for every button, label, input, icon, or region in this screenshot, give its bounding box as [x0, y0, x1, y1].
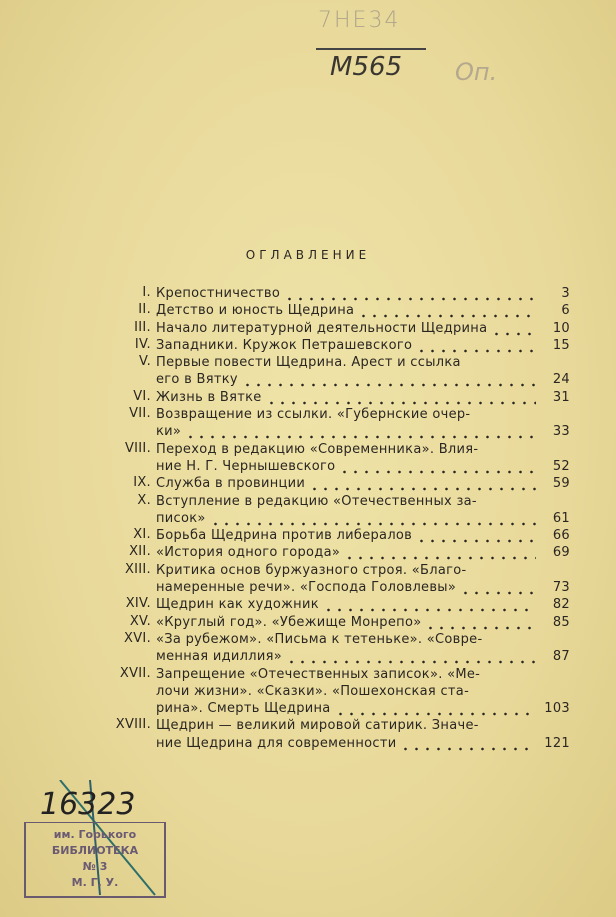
- page-number: 73: [552, 580, 570, 596]
- chapter-number: XI.: [133, 527, 151, 543]
- chapter-title: Крепостничество: [156, 286, 281, 301]
- dot-leader: [460, 579, 536, 596]
- chapter-title: «История одного города»: [156, 545, 341, 561]
- toc-entry: [90, 562, 570, 597]
- toc-entry: [90, 493, 570, 528]
- dot-leader: [425, 614, 536, 631]
- dot-leader: [323, 596, 536, 613]
- chapter-number: XVII.: [119, 665, 151, 681]
- toc-entry: [90, 717, 570, 752]
- chapter-title: намеренные речи». «Господа Головлевы»: [156, 580, 457, 596]
- chapter-number: VII.: [129, 406, 151, 422]
- catalog-mark-divider: [316, 48, 426, 50]
- stamp-line: М. Г. У.: [71, 876, 119, 889]
- chapter-number: VIII.: [124, 440, 151, 456]
- dot-leader: [210, 510, 536, 527]
- toc-entry: [90, 475, 570, 492]
- chapter-title: его в Вятку: [156, 372, 238, 388]
- toc-entry: [90, 614, 570, 631]
- chapter-title: Критика основ буржуазного строя. «Благо-: [156, 562, 467, 578]
- chapter-title: Щедрин как художник: [156, 597, 319, 613]
- chapter-number: XII.: [129, 544, 151, 560]
- chapter-title: Детство и юность Щедрина: [156, 303, 355, 319]
- chapter-number: VI.: [133, 388, 151, 404]
- page-number: 6: [561, 303, 570, 319]
- toc-entry: [90, 285, 570, 302]
- page-number: 82: [552, 597, 570, 613]
- chapter-number: XV.: [129, 613, 151, 629]
- dot-leader: [284, 285, 536, 302]
- page-number: 3: [561, 286, 570, 301]
- catalog-mark-note: Оп.: [455, 58, 498, 86]
- library-stamp: [24, 822, 166, 898]
- chapter-title: Западники. Кружок Петрашевского: [156, 337, 413, 353]
- toc-entry: [90, 320, 570, 337]
- dot-leader: [416, 337, 536, 354]
- catalog-mark-bottom: М565: [330, 52, 403, 82]
- catalog-mark-top: 7НЕ34: [318, 8, 401, 33]
- chapter-title: Жизнь в Вятке: [156, 389, 262, 405]
- toc-entry: [90, 527, 570, 544]
- page-title: ОГЛАВЛЕНИЕ: [245, 248, 371, 262]
- dot-leader: [358, 302, 536, 319]
- chapter-title: Переход в редакцию «Современника». Влия-: [156, 441, 479, 457]
- table-of-contents: [90, 285, 570, 752]
- page-number: 31: [552, 389, 570, 405]
- chapter-number: XVIII.: [115, 717, 151, 733]
- chapter-number: XIII.: [124, 561, 151, 577]
- toc-entry: [90, 666, 570, 718]
- toc-entry: [90, 631, 570, 666]
- dot-leader: [491, 320, 536, 337]
- page-number: 85: [552, 614, 570, 630]
- chapter-title: «Круглый год». «Убежище Монрепо»: [156, 614, 422, 630]
- chapter-number: IV.: [134, 336, 151, 352]
- chapter-title: Щедрин — великий мировой сатирик. Значе-: [156, 718, 479, 734]
- chapter-number: IX.: [133, 475, 151, 491]
- chapter-number: XVI.: [124, 630, 151, 646]
- chapter-title: ние Щедрина для современности: [156, 735, 397, 751]
- chapter-title: лочи жизни». «Сказки». «Пошехонская ста-: [156, 683, 470, 699]
- dot-leader: [185, 423, 536, 440]
- toc-entry: [90, 406, 570, 441]
- chapter-number: XIV.: [125, 596, 151, 612]
- chapter-title: Начало литературной деятельности Щедрина: [156, 320, 488, 336]
- page-number: 87: [552, 649, 570, 665]
- page-number: 103: [544, 701, 570, 717]
- chapter-title: Запрещение «Отечественных записок». «Ме-: [156, 666, 481, 682]
- chapter-title: менная идиллия»: [156, 649, 282, 665]
- chapter-title: Возвращение из ссылки. «Губернские очер-: [156, 407, 471, 423]
- chapter-title: ки»: [156, 424, 182, 440]
- dot-leader: [339, 458, 536, 475]
- chapter-title: рина». Смерть Щедрина: [156, 701, 331, 717]
- stamp-line: БИБЛИОТЕКА: [51, 844, 139, 857]
- page-number: 61: [552, 510, 570, 526]
- toc-entry: [90, 302, 570, 319]
- page-number: 15: [552, 337, 570, 353]
- dot-leader: [242, 371, 536, 388]
- toc-entry: [90, 389, 570, 406]
- page-number: 121: [544, 735, 570, 751]
- chapter-title: Служба в провинции: [156, 476, 306, 492]
- chapter-title: Борьба Щедрина против либералов: [156, 528, 413, 544]
- page-number: 59: [552, 476, 570, 492]
- page-number: 33: [552, 424, 570, 440]
- chapter-number: III.: [134, 319, 151, 335]
- dot-leader: [335, 700, 536, 717]
- page-number: 24: [552, 372, 570, 388]
- dot-leader: [309, 475, 536, 492]
- page-number: 69: [552, 545, 570, 561]
- toc-entry: [90, 354, 570, 389]
- chapter-number: I.: [142, 285, 151, 300]
- dot-leader: [266, 389, 536, 406]
- dot-leader: [400, 735, 536, 752]
- chapter-number: II.: [138, 302, 151, 318]
- dot-leader: [286, 648, 536, 665]
- chapter-title: ние Н. Г. Чернышевского: [156, 458, 336, 474]
- chapter-title: «За рубежом». «Письма к тетеньке». «Совре-: [156, 631, 483, 647]
- chapter-number: X.: [137, 492, 151, 508]
- page-number: 52: [552, 458, 570, 474]
- chapter-title: Вступление в редакцию «Отечественных за-: [156, 493, 477, 509]
- dot-leader: [344, 544, 536, 561]
- chapter-number: V.: [139, 354, 151, 370]
- toc-entry: [90, 337, 570, 354]
- page-number: 10: [552, 320, 570, 336]
- page-number: 66: [552, 528, 570, 544]
- toc-entry: [90, 441, 570, 476]
- dot-leader: [416, 527, 536, 544]
- toc-entry: [90, 596, 570, 613]
- stamp-line: им. Горького: [53, 828, 137, 841]
- stamp-line: № 3: [82, 860, 108, 873]
- chapter-title: писок»: [156, 510, 206, 526]
- inventory-number: 16323: [40, 787, 136, 822]
- chapter-title: Первые повести Щедрина. Арест и ссылка: [156, 355, 461, 371]
- toc-entry: [90, 544, 570, 561]
